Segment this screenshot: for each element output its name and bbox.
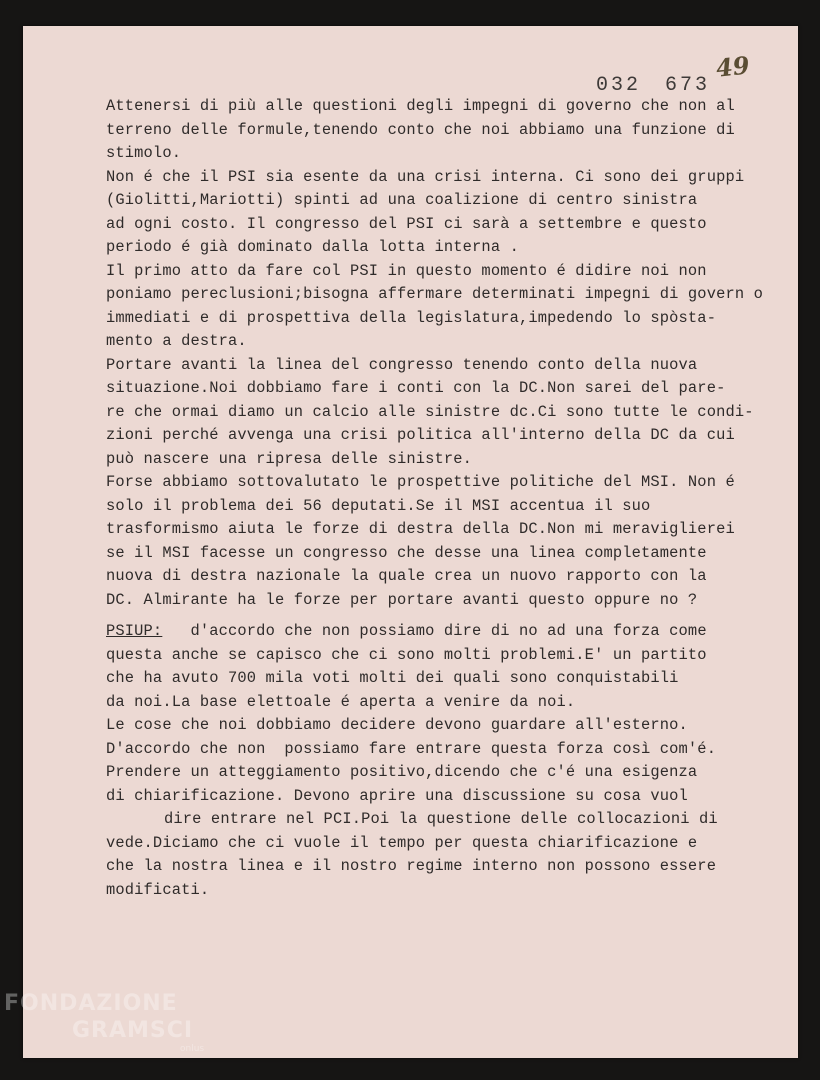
text-line: da noi.La base elettoale é aperta a venire da noi.	[106, 692, 576, 711]
psiup-first-line	[106, 620, 796, 644]
text-line: periodo é già dominato dalla lotta interna .	[106, 238, 519, 256]
text-line: D'accordo che non possiamo fare entrare questa forza così com'é.	[106, 739, 717, 758]
text-line: Attenersi di più alle questioni degli impegni di governo che non al	[106, 97, 735, 115]
archive-number-b: 673	[665, 74, 711, 97]
text-line: questa anche se capisco che ci sono molti problemi.E' un partito	[106, 645, 707, 664]
text-line: che la nostra linea e il nostro regime interno non possono essere	[106, 857, 717, 875]
paragraph-gap	[106, 612, 796, 620]
text-line: poniamo pereclusioni;bisogna affermare determinati impegni di govern o	[106, 285, 764, 303]
text-line: stimolo.	[106, 144, 182, 162]
watermark-line-3: onlus	[180, 1044, 205, 1054]
text-line: trasformismo aiuta le forze di destra della DC.Non mi meraviglierei	[106, 520, 735, 538]
watermark-line-2: GRAMSCI	[72, 1018, 194, 1043]
text-line: ad ogni costo. Il congresso del PSI ci sarà a settembre e questo	[106, 214, 707, 233]
text-line: terreno delle formule,tenendo conto che noi abbiamo una funzione di	[106, 120, 735, 139]
text-line: Prendere un atteggiamento positivo,dicendo che c'é una esigenza	[106, 763, 698, 781]
text-line: che ha avuto 700 mila voti molti dei quali sono conquistabili	[106, 669, 679, 687]
psiup-opening-text: d'accordo che non possiamo dire di no ad una forza come	[162, 622, 707, 640]
text-line: di chiarificazione. Devono aprire una discussione su cosa vuol	[106, 786, 688, 805]
text-line: Portare avanti la linea del congresso tenendo conto della nuova	[106, 355, 698, 374]
text-line: mento a destra.	[106, 332, 247, 350]
handwritten-page-number: 49	[714, 50, 751, 83]
text-line: Non é che il PSI sia esente da una crisi interna. Ci sono dei gruppi	[106, 167, 745, 186]
text-line: solo il problema dei 56 deputati.Se il MSI accentua il suo	[106, 496, 651, 515]
archive-number-a: 032	[596, 74, 642, 97]
text-line: situazione.Noi dobbiamo fare i conti con la DC.Non sarei del pare-	[106, 379, 726, 397]
text-line: zioni perché avvenga una crisi politica all'interno della DC da cui	[106, 426, 735, 444]
text-line: Il primo atto da fare col PSI in questo momento é didire noi non	[106, 261, 707, 280]
archive-reference	[596, 74, 710, 97]
watermark-line-1: FONDAZIONE	[4, 991, 178, 1016]
text-line: DC. Almirante ha le forze per portare avanti questo oppure no ?	[106, 590, 698, 609]
text-line: vede.Diciamo che ci vuole il tempo per questa chiarificazione e	[106, 833, 698, 852]
text-line: immediati e di prospettiva della legislatura,impedendo lo spòsta-	[106, 308, 717, 327]
text-line: (Giolitti,Mariotti) spinti ad una coalizione di centro sinistra	[106, 191, 698, 209]
typed-text-body	[106, 95, 796, 902]
fondazione-gramsci-watermark	[4, 990, 204, 1054]
text-line: se il MSI facesse un congresso che desse una linea completamente	[106, 543, 707, 562]
text-line: modificati.	[106, 880, 210, 899]
text-line: nuova di destra nazionale la quale crea un nuovo rapporto con la	[106, 567, 707, 585]
speaker-label: PSIUP:	[106, 622, 163, 640]
text-line: re che ormai diamo un calcio alle sinistre dc.Ci sono tutte le condi-	[106, 402, 754, 421]
text-line: Forse abbiamo sottovalutato le prospettive politiche del MSI. Non é	[106, 473, 735, 491]
text-line: può nascere una ripresa delle sinistre.	[106, 449, 473, 468]
text-line-indented: dire entrare nel PCI.Poi la questione delle collocazioni di	[164, 810, 718, 828]
text-line: Le cose che noi dobbiamo decidere devono guardare all'esterno.	[106, 716, 688, 734]
